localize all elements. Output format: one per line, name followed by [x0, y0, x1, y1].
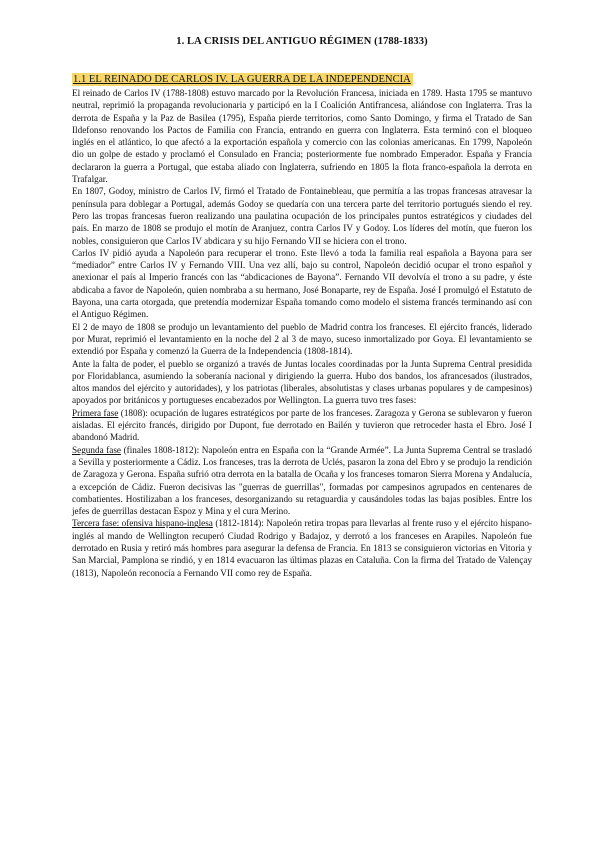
document-title: 1. LA CRISIS DEL ANTIGUO RÉGIMEN (1788-1833)	[176, 36, 428, 47]
paragraph-fontainebleau: En 1807, Godoy, ministro de Carlos IV, firmó el Tratado de Fontainebleau, que permitía a las tropas francesas atravesar la península para doblegar a Portugal, además Godoy se quedaría con una tercera parte del territorio portugués siendo el rey. Pero las tropas francesas fueron realizando una paulatina ocupación de los principales puntos estratégicos y ciudades del país. En marzo de 1808 se produjo el motín de Aranjuez, contra Carlos IV y Godoy. Los líderes del motín, que fueron los nobles, consiguieron que Carlos IV abdicara y su hijo Fernando VII se hiciera con el trono.	[72, 186, 532, 246]
paragraph-carlos-iv: El reinado de Carlos IV (1788-1808) estuvo marcado por la Revolución Francesa, iniciada en 1789. Hasta 1795 se mantuvo neutral, reprimió la propaganda revolucionaria y participó en la I Coalición Antifrancesa, aliándose con Inglaterra. Tras la derrota de España y la Paz de Basilea (1795), España pierde territorios, como Santo Domingo, y firma el Tratado de San Ildefonso renovando los Pactos de Familia con Francia, entrando en guerra con Inglaterra. Esta terminó con el bloqueo inglés en el atlántico, lo que afectó a la exportación española y comercio con las colonias americanas. En 1799, Napoleón dio un golpe de estado y proclamó el Consulado en Francia; posteriormente fue nombrado Emperador. España y Francia declararon la guerra a Portugal, que estaba aliado con Inglaterra, sufriendo en 1805 la flota franco-española la derrota en Trafalgar.	[72, 88, 532, 185]
paragraph-juntas: Ante la falta de poder, el pueblo se organizó a través de Juntas locales coordinadas por la Junta Suprema Central presidida por Floridablanca, asumiendo la soberanía nacional y dirigiendo la guerra. Hubo dos bandos, los afrancesados (ilustrados, altos mandos del ejército y autoridades), y los patriotas (liberales, absolutistas y clases urbanas populares y de campesinos) apoyados por británicos y portugueses encabezados por Wellington. La guerra tuvo tres fases:	[72, 358, 532, 406]
phase-label-2: Segunda fase	[72, 444, 122, 455]
paragraph-bayona: Carlos IV pidió ayuda a Napoleón para recuperar el trono. Este llevó a toda la familia real española a Bayona para ser “mediador” entre Carlos IV y Fernando VIII. Una vez allí, bajo su control, Napoleón decidió ocupar el trono español y anexionar el país al Imperio francés con las “abdicaciones de Bayona”. Fernando VII devolvía el trono a su padre, y éste abdicaba a favor de Napoleón, quien nombraba a su hermano, José Bonaparte, rey de España. José I promulgó el Estatuto de Bayona, una carta otorgada, que pretendía modernizar España tomando como modelo el sistema francés terminando así con el Antiguo Régimen.	[72, 247, 532, 320]
section-heading: 1.1 EL REINADO DE CARLOS IV. LA GUERRA DE LA INDEPENDENCIA	[73, 74, 411, 85]
phase-text-1: (1808): ocupación de lugares estratégicos por parte de los franceses. Zaragoza y Gerona se sublevaron y fueron aisladas. El ejército francés, dirigido por Dupont, fue derrotado en Bailén y tuvieron que retroceder hasta el Ebro. José I abandonó Madrid.	[72, 407, 533, 443]
phase-text-2: (finales 1808-1812): Napoleón entra en España con la “Grande Armée”. La Junta Suprema Central se trasladó a Sevilla y posteriormente a Cádiz. Los franceses, tras la derrota de Uclés, pasaron la zona del Ebro y se produjo la rendición de Zaragoza y Gerona. España sufrió otra derrota en la batalla de Ocaña y los franceses tomaron Sierra Morena y Andalucía, a excepción de Cádiz. Fueron decisivas las "guerras de guerrillas", formadas por campesinos agrupados en centenares de combatientes. Hostilizaban a los franceses, desorganizando su retaguardia y causándoles todas las bajas posibles. Entre los jefes de guerrillas destacan Espoz y Mina y el cura Merino.	[72, 444, 532, 517]
phase-text-3: (1812-1814): Napoleón retira tropas para llevarlas al frente ruso y el ejército hispano-inglés al mando de Wellington recuperó Ciudad Rodrigo y Badajoz, y derrotó a los franceses en Arapiles. Napoleón fue derrotado en Rusia y retiró más hombres para asegurar la defensa de Francia. En 1813 se consiguieron victorias en Vitoria y San Marcial, Pamplona se rindió, y en 1814 evacuaron las últimas plazas en Cataluña. Con la firma del Tratado de Valençay (1813), Napoleón reconocía a Fernando VII como rey de España.	[72, 518, 532, 578]
phase-paragraph-2	[72, 444, 532, 518]
document-page	[72, 36, 532, 579]
paragraph-dos-de-mayo: El 2 de mayo de 1808 se produjo un levantamiento del pueblo de Madrid contra los franceses. El ejército francés, liderado por Murat, reprimió el levantamiento en la noche del 2 al 3 de mayo, suceso inmortalizado por Goya. El levantamiento se extendió por España y comenzó la Guerra de la Independencia (1808-1814).	[72, 321, 532, 357]
phase-label-1: Primera fase	[72, 407, 119, 418]
phase-label-3: Tercera fase: ofensiva hispano-inglesa	[72, 518, 213, 529]
phase-paragraph-3	[72, 517, 532, 578]
phase-paragraph-1	[72, 407, 532, 444]
